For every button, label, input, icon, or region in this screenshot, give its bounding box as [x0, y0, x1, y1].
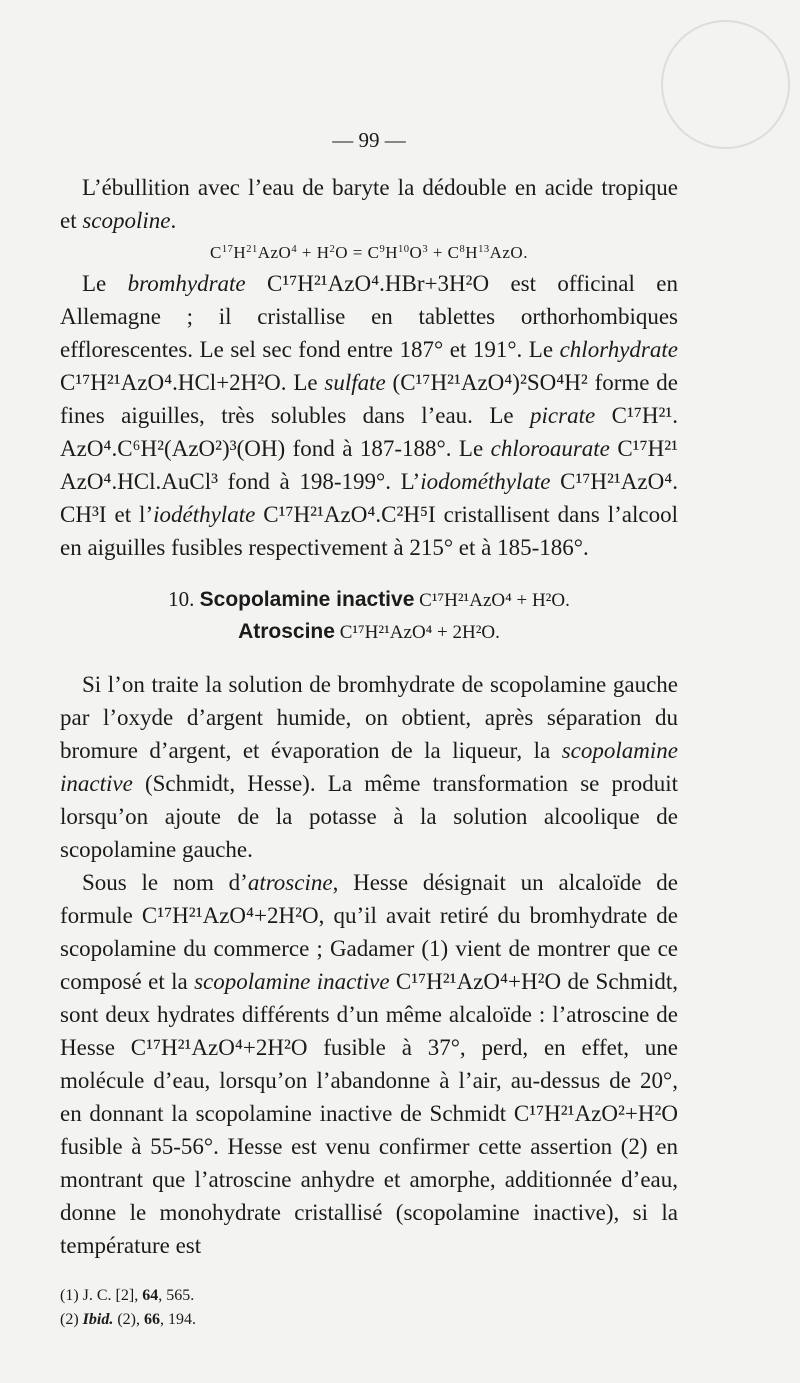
paragraph-atroscine: Sous le nom d’atroscine, Hesse désignait un alcaloïde de formule C¹⁷H²¹AzO⁴+2H²O, qu’il avait retiré du bromhydrate de scopolamine du commerce ; Gadamer (1) vient de montrer que ce composé et la scopolamine inactive C¹⁷H²¹AzO⁴+H²O de Schmidt, sont deux hydrates différents d’un même alcaloïde : l’atroscine de Hesse C¹⁷H²¹AzO⁴+2H²O fusible à 37°, perd, en effet, une molécule d’eau, lorsqu’on l’abandonne à l’air, au-dessus de 20°, en donnant la scopolamine inactive de Schmidt C¹⁷H²¹AzO²+H²O fusible à 55-56°. Hesse est venu confirmer cette assertion (2) en montrant que l’atroscine anhydre et amorphe, additionnée d’eau, donne le monohydrate cristallisé (scopolamine inactive), si la température est — [60, 870, 679, 1258]
paragraph-inactive: Si l’on traite la solution de bromhydrate de scopolamine gauche par l’oxyde d’argent humide, on obtient, après séparation du bromure d’argent, et évaporation de la liqueur, la scopolamine inactive (Schmidt, Hesse). La même transformation se produit lorsqu’on ajoute de la potasse à la solution alcoolique de scopolamine gauche. — [60, 672, 678, 862]
footnote-2: (2) Ibid. (2), 66, 194. — [60, 1311, 196, 1328]
section-heading — [60, 584, 678, 648]
paragraph-salts: Le bromhydrate C¹⁷H²¹AzO⁴.HBr+3H²O est officinal en Allemagne ; il cristallise en tablettes orthorhombiques efflorescentes. Le sel sec fond entre 187° et 191°. Le chlorhydrate C¹⁷H²¹AzO⁴.HCl+2H²O. Le sulfate (C¹⁷H²¹AzO⁴)²SO⁴H² forme de fines aiguilles, très solubles dans l’eau. Le picrate C¹⁷H²¹. AzO⁴.C⁶H²(AzO²)³(OH) fond à 187-188°. Le chloroaurate C¹⁷H²¹ AzO⁴.HCl.AuCl³ fond à 198-199°. L’iodométhylate C¹⁷H²¹AzO⁴. CH³I et l’iodéthylate C¹⁷H²¹AzO⁴.C²H⁵I cristallisent dans l’alcool en aiguilles fusibles respectivement à 215° et à 185-186°. — [60, 271, 679, 560]
library-stamp — [661, 20, 790, 149]
heading-line-2: Atroscine C¹⁷H²¹AzO⁴ + 2H²O. — [238, 620, 500, 643]
paragraph-ebullition: L’ébullition avec l’eau de baryte la dédouble en acide tropique et scopoline. — [60, 175, 678, 233]
footnote-1: (1) J. C. [2], 64, 565. — [60, 1287, 195, 1304]
heading-line-1: 10. Scopolamine inactive C¹⁷H²¹AzO⁴ + H²O. — [168, 587, 570, 611]
page-number: — 99 — — [332, 128, 406, 152]
footnotes — [60, 1284, 678, 1332]
hydrolysis-equation: $C^{17}H^{21}AzO^4 + H^2O = C^9H^{10}O^3 + C^8H^{13}AzO$. — [210, 243, 528, 262]
page-text — [60, 128, 678, 1332]
